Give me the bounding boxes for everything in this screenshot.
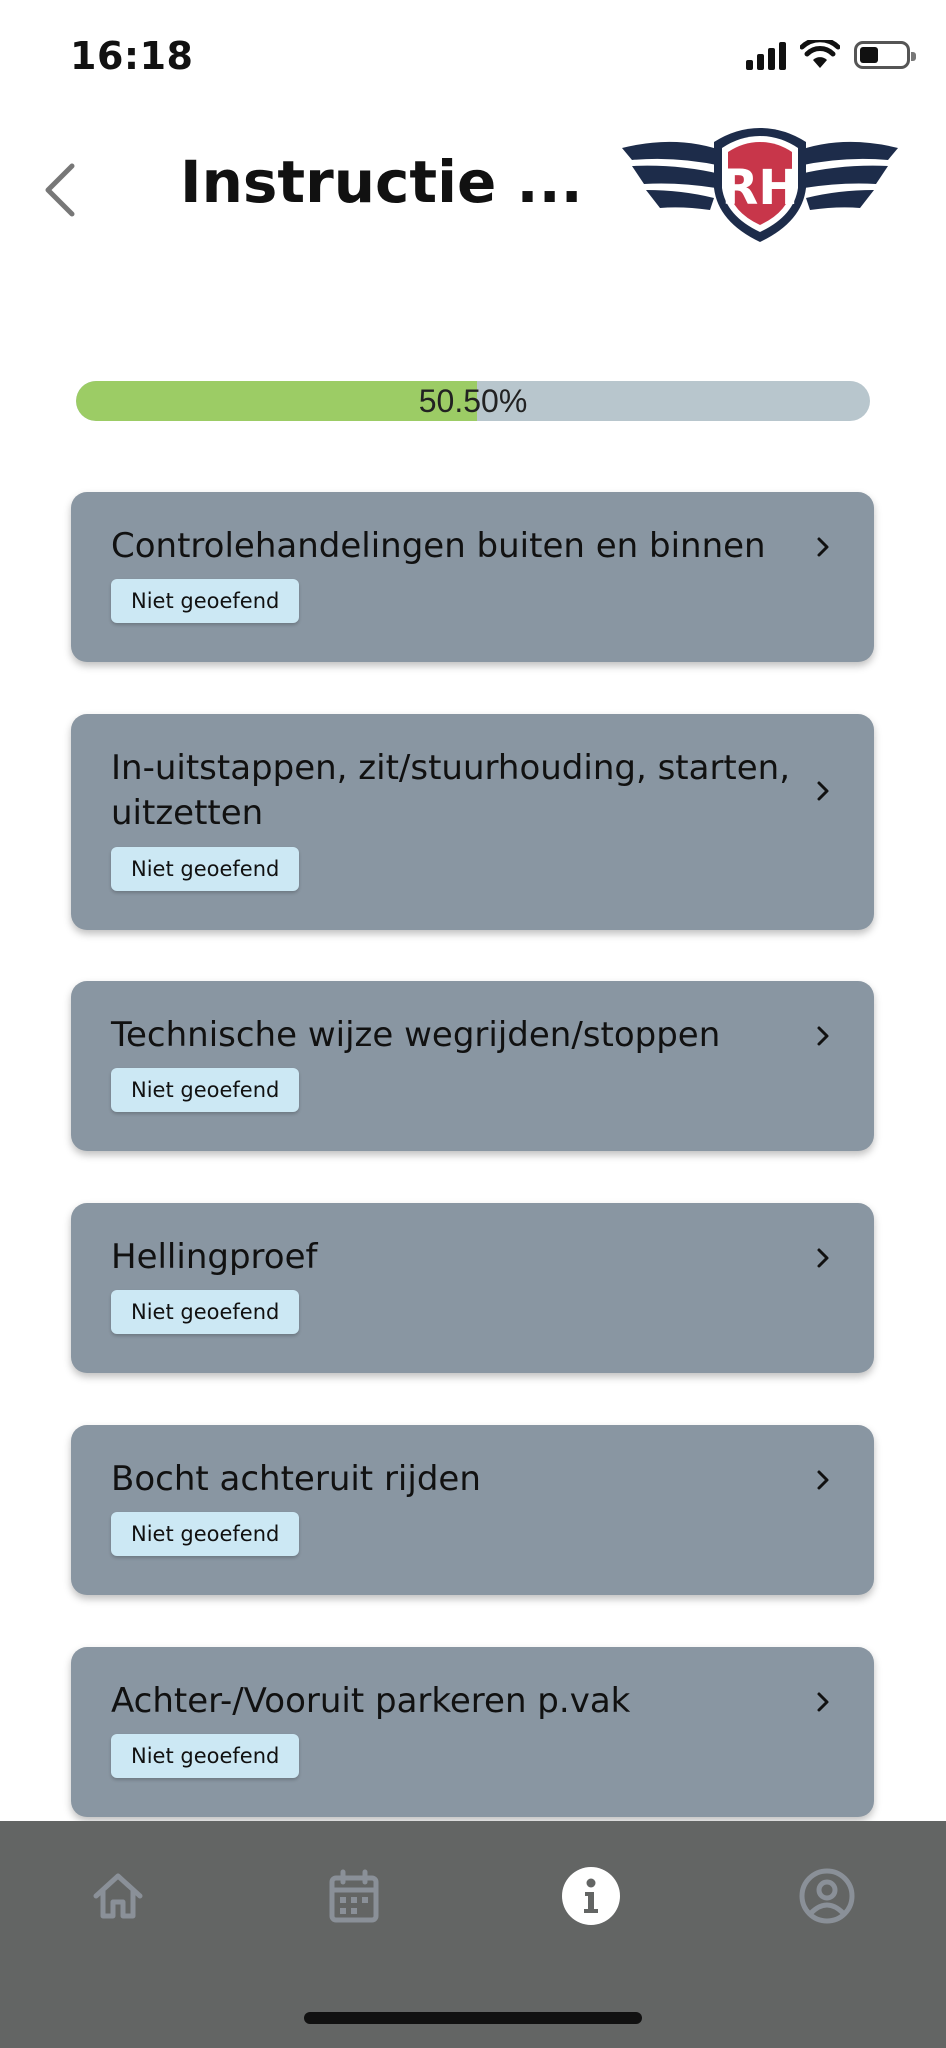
progress-bar bbox=[76, 381, 870, 421]
nav-home[interactable] bbox=[83, 1861, 153, 1931]
status-icons bbox=[746, 40, 910, 70]
chevron-left-icon bbox=[42, 162, 78, 218]
lesson-card[interactable] bbox=[71, 1647, 874, 1817]
lesson-card[interactable] bbox=[71, 1203, 874, 1373]
lesson-card[interactable] bbox=[71, 1425, 874, 1595]
home-indicator bbox=[304, 2012, 642, 2024]
logo-text: RH bbox=[721, 160, 799, 216]
calendar-icon bbox=[327, 1868, 381, 1924]
header bbox=[0, 110, 946, 260]
lesson-card[interactable] bbox=[71, 492, 874, 662]
back-button[interactable] bbox=[30, 150, 90, 230]
lesson-title: Controlehandelingen buiten en binnen bbox=[111, 526, 766, 566]
nav-calendar[interactable] bbox=[319, 1861, 389, 1931]
brand-logo bbox=[618, 126, 902, 244]
chevron-right-icon bbox=[812, 536, 834, 558]
status-bar bbox=[0, 0, 946, 110]
lesson-card[interactable] bbox=[71, 714, 874, 930]
chevron-right-icon bbox=[812, 780, 834, 802]
chevron-right-icon bbox=[812, 1691, 834, 1713]
home-icon bbox=[90, 1868, 146, 1924]
chevron-right-icon bbox=[812, 1469, 834, 1491]
battery-icon bbox=[854, 41, 910, 69]
status-badge: Niet geoefend bbox=[111, 1734, 299, 1778]
status-badge: Niet geoefend bbox=[111, 1290, 299, 1334]
status-badge: Niet geoefend bbox=[111, 1068, 299, 1112]
status-badge: Niet geoefend bbox=[111, 847, 299, 891]
chevron-right-icon bbox=[812, 1247, 834, 1269]
lesson-title: Achter-/Vooruit parkeren p.vak bbox=[111, 1681, 631, 1721]
info-icon bbox=[561, 1866, 621, 1926]
lesson-card[interactable] bbox=[71, 981, 874, 1151]
lesson-title: Hellingproef bbox=[111, 1237, 318, 1277]
page-title: Instructie ... bbox=[180, 148, 583, 216]
status-time: 16:18 bbox=[70, 34, 194, 78]
chevron-right-icon bbox=[812, 1025, 834, 1047]
status-badge: Niet geoefend bbox=[111, 1512, 299, 1556]
nav-account[interactable] bbox=[792, 1861, 862, 1931]
status-badge: Niet geoefend bbox=[111, 579, 299, 623]
lesson-title: Bocht achteruit rijden bbox=[111, 1459, 481, 1499]
lesson-title: In-uitstappen, zit/stuurhouding, starten, uitzetten bbox=[111, 748, 791, 833]
lesson-title: Technische wijze wegrijden/stoppen bbox=[111, 1015, 721, 1055]
progress-label: 50.50% bbox=[418, 382, 528, 419]
account-icon bbox=[798, 1867, 856, 1925]
wifi-icon bbox=[800, 40, 840, 70]
signal-icon bbox=[746, 40, 786, 70]
nav-info[interactable] bbox=[556, 1861, 626, 1931]
